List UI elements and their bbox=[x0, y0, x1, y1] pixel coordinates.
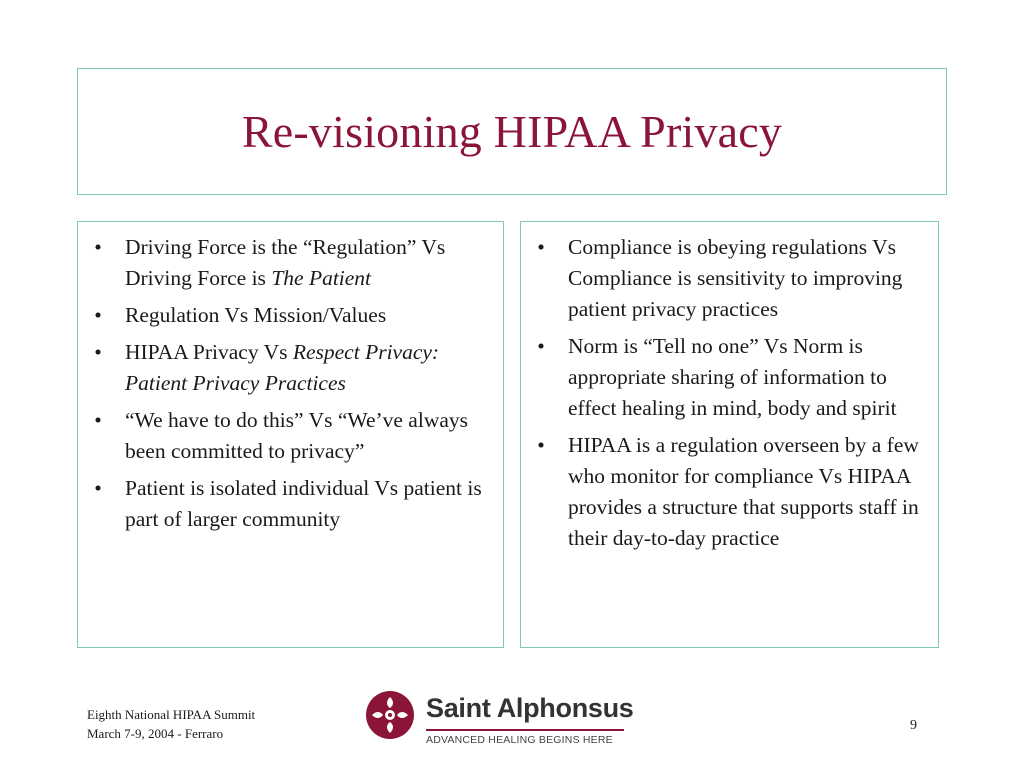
bullet-item bbox=[531, 331, 932, 424]
bullet-text: HIPAA is a regulation overseen by a few who monitor for compliance Vs HIPAA provides a structure that supports staff in their day-to-day practice bbox=[568, 433, 919, 550]
bullet-dot: • bbox=[94, 476, 102, 500]
bullet-text: Regulation Vs Mission/Values bbox=[125, 303, 387, 327]
logo-tagline: ADVANCED HEALING BEGINS HERE bbox=[426, 734, 613, 746]
bullet-item bbox=[531, 430, 932, 554]
bullet-item bbox=[88, 405, 493, 467]
logo-divider bbox=[426, 729, 624, 731]
logo-name: Saint Alphonsus bbox=[426, 693, 634, 723]
saint-alphonsus-logo bbox=[364, 689, 634, 751]
bullet-dot: • bbox=[94, 303, 102, 327]
right-column bbox=[520, 221, 939, 648]
bullet-dot: • bbox=[537, 235, 545, 259]
bullet-dot: • bbox=[537, 334, 545, 358]
footer-line-2: March 7-9, 2004 - Ferraro bbox=[87, 726, 224, 741]
footer-text bbox=[87, 705, 255, 743]
right-bullet-list bbox=[521, 222, 938, 554]
bullet-text-italic: Respect Privacy: Patient Privacy Practices bbox=[125, 340, 440, 395]
bullet-text: HIPAA Privacy Vs bbox=[125, 340, 293, 364]
bullet-text: Norm is “Tell no one” Vs Norm is appropriate sharing of information to effect healing in mind, body and spirit bbox=[568, 334, 897, 420]
bullet-text: Compliance is obeying regulations Vs Compliance is sensitivity to improving patient privacy practices bbox=[568, 235, 903, 321]
bullet-text: “We have to do this” Vs “We’ve always been committed to privacy” bbox=[125, 408, 469, 463]
bullet-item bbox=[88, 337, 493, 399]
bullet-dot: • bbox=[94, 408, 102, 432]
footer-line-1: Eighth National HIPAA Summit bbox=[87, 707, 256, 722]
bullet-text: Driving Force is the “Regulation” Vs Driving Force is bbox=[125, 235, 446, 290]
bullet-dot: • bbox=[94, 235, 102, 259]
left-bullet-list bbox=[78, 222, 503, 535]
page-number: 9 bbox=[910, 718, 917, 733]
bullet-dot: • bbox=[94, 340, 102, 364]
bullet-item bbox=[531, 232, 932, 325]
slide-title: Re-visioning HIPAA Privacy bbox=[241, 106, 783, 157]
title-box bbox=[77, 68, 947, 195]
bullet-text: Patient is isolated individual Vs patient is part of larger community bbox=[125, 476, 482, 531]
bullet-item bbox=[88, 232, 493, 294]
bullet-item bbox=[88, 300, 493, 331]
bullet-text-italic: The Patient bbox=[271, 266, 372, 290]
cross-emblem-icon bbox=[364, 689, 416, 741]
bullet-dot: • bbox=[537, 433, 545, 457]
left-column bbox=[77, 221, 504, 648]
bullet-item bbox=[88, 473, 493, 535]
